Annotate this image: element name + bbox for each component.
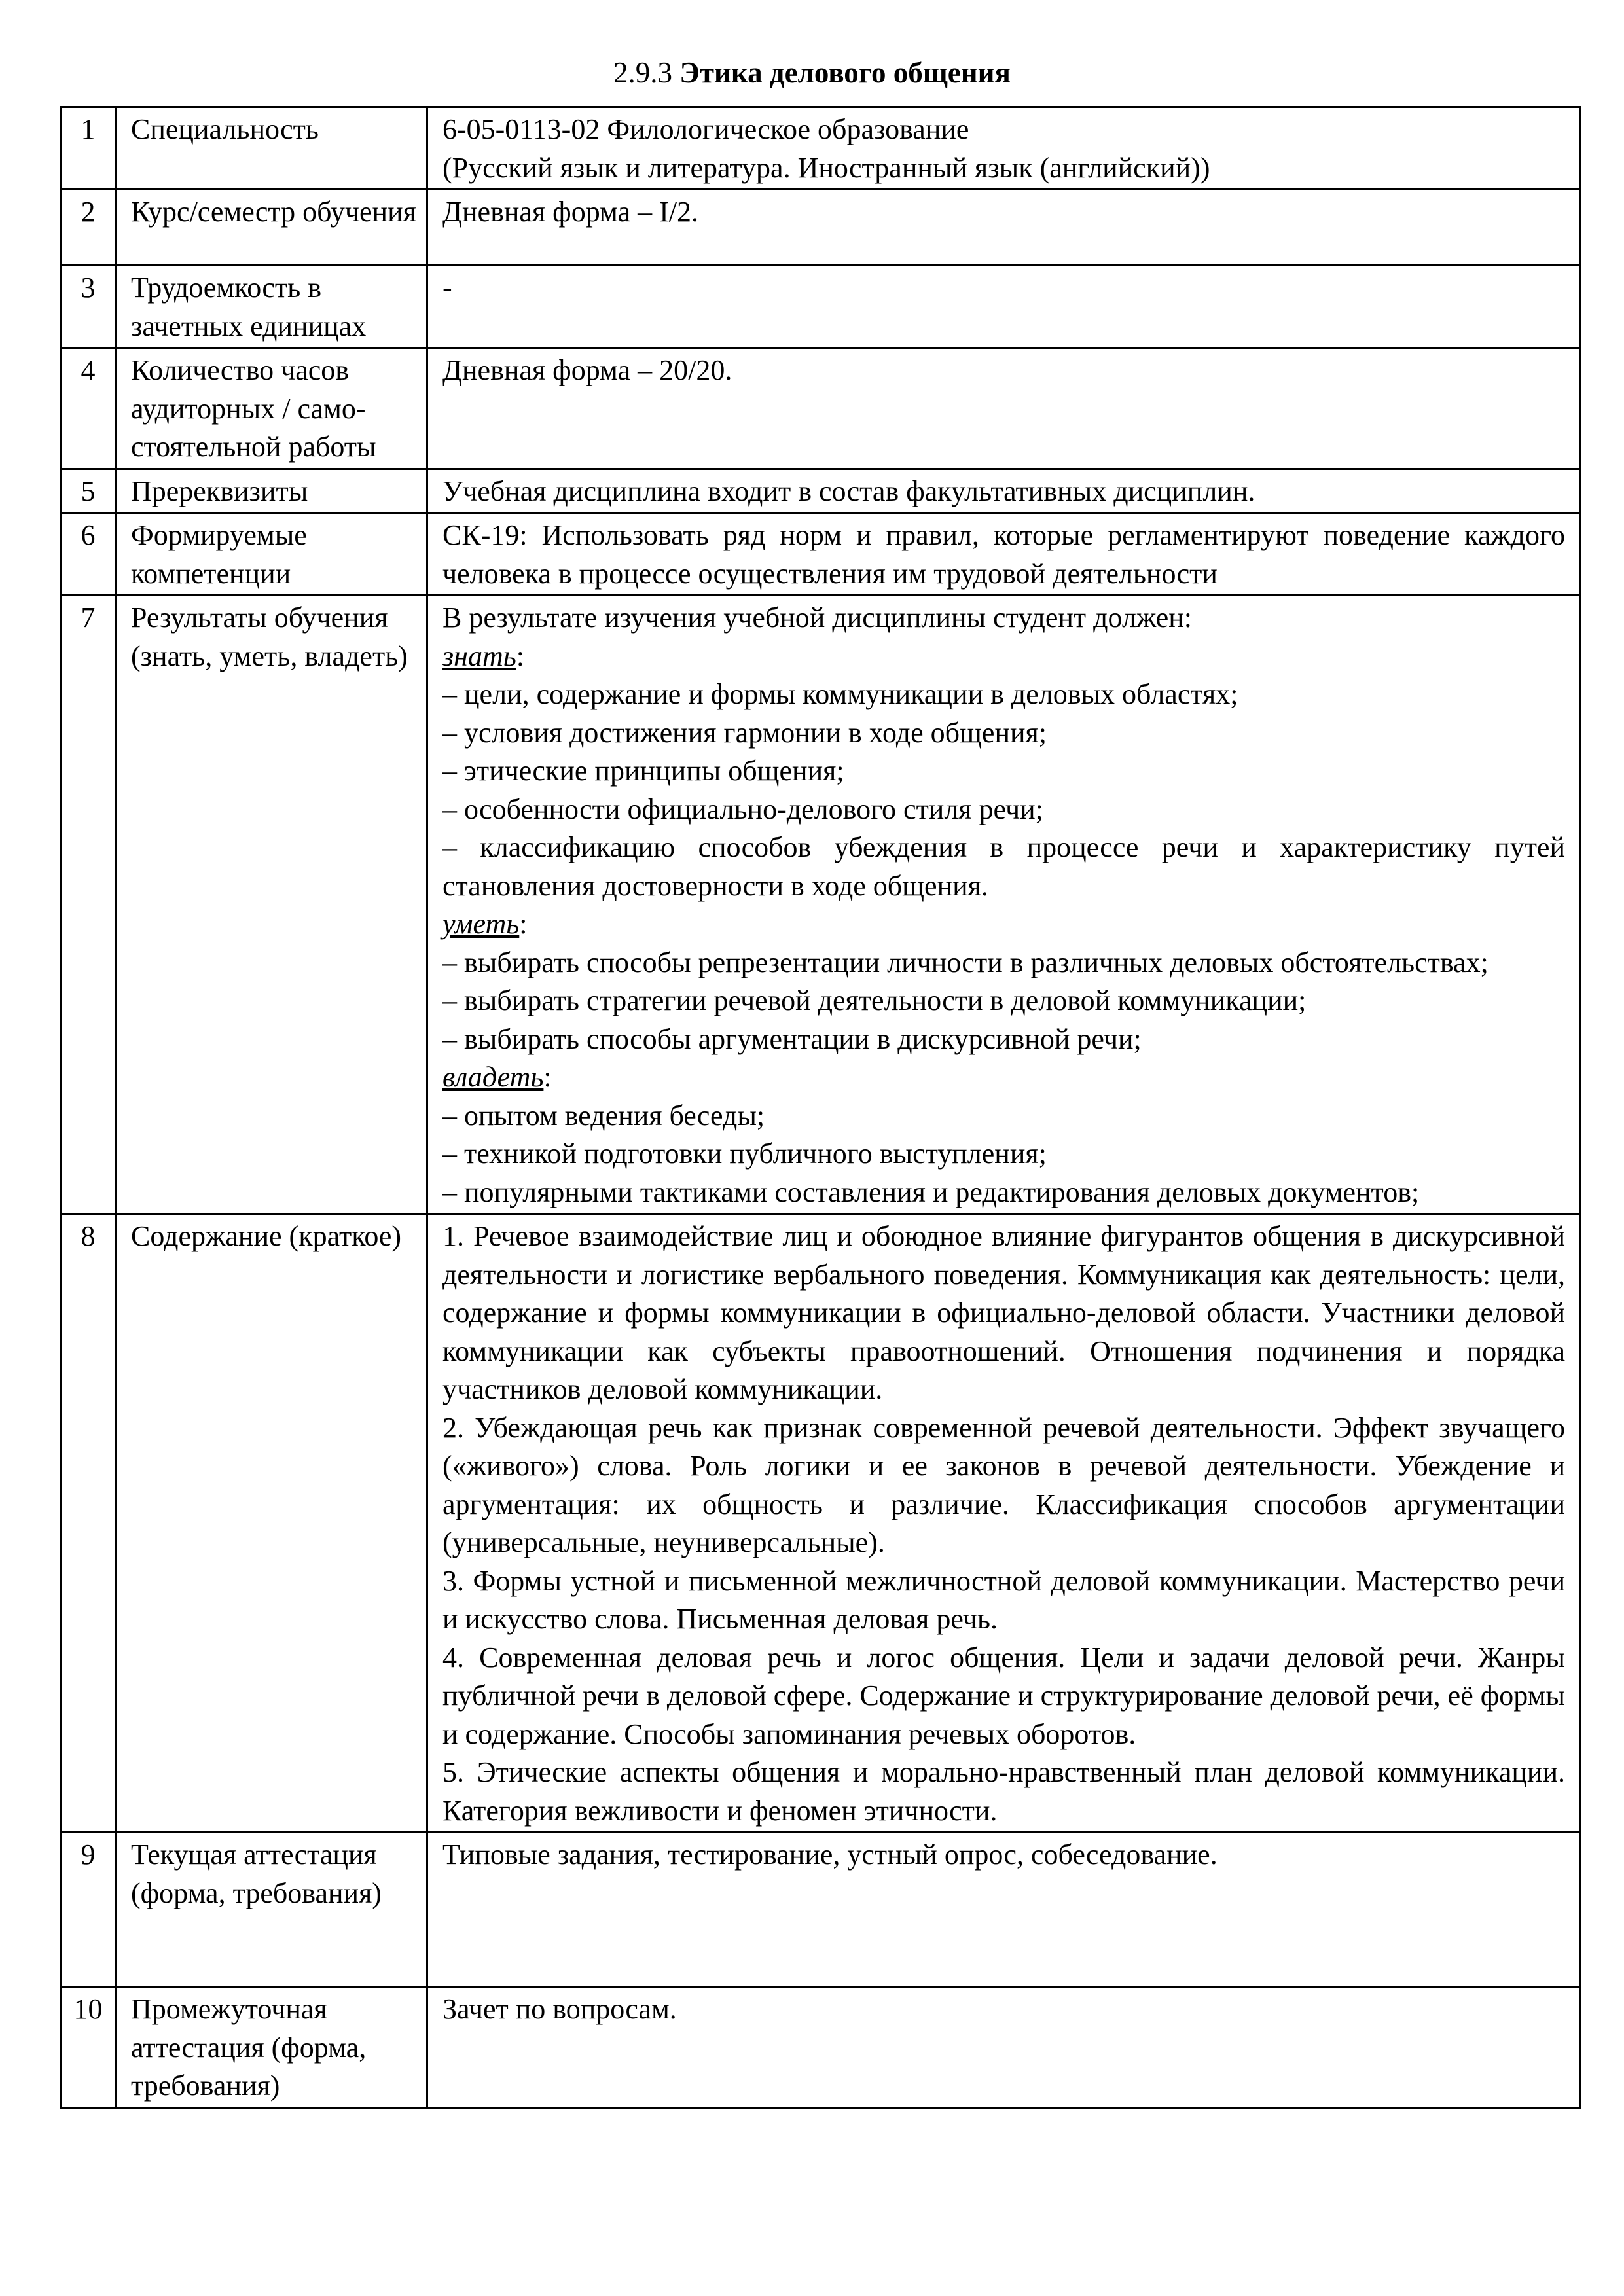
table-row	[61, 1833, 1581, 1987]
can-heading: уметь:	[442, 908, 528, 940]
list-item: – выбирать способы аргументации в дискурсивной речи;	[442, 1022, 1142, 1055]
row-label: Текущая аттестация (форма, требования)	[116, 1833, 427, 1987]
row-number: 4	[61, 348, 116, 469]
list-item: – техникой подготовки публичного выступления;	[442, 1138, 1047, 1170]
table-row	[61, 469, 1581, 513]
list-item: – выбирать способы репрезентации личности в различных деловых обстоятельствах;	[442, 946, 1489, 978]
list-item: – популярными тактиками составления и редактирования деловых документов;	[442, 1175, 1420, 1208]
competence-text: СК-19: Использовать ряд норм и правил, которые регламентируют поведение каждого человека в процессе осуществления им трудовой деятельности	[442, 519, 1565, 590]
content-item: 3. Формы устной и письменной межличностной деловой коммуникации. Мастерство речи и искусство слова. Письменная деловая речь.	[442, 1564, 1565, 1635]
row-number: 9	[61, 1833, 116, 1987]
own-heading: владеть:	[442, 1061, 552, 1093]
row-number: 6	[61, 513, 116, 596]
page-title	[0, 52, 1624, 93]
course-content	[427, 1214, 1581, 1833]
row-number: 7	[61, 596, 116, 1214]
content-item: 2. Убеждающая речь как признак современной речевой деятельности. Эффект звучащего («живого») слова. Роль логики и ее законов в речевой деятельности. Убеждение и аргументация: их общность и различие. Классификация способов аргументации (универсальные, неуниверсальные).	[442, 1411, 1565, 1558]
own-label: владеть	[442, 1061, 544, 1093]
row-label: Количество часов аудиторных / само-стоятельной работы	[116, 348, 427, 469]
row-value: Дневная форма – I/2.	[427, 190, 1581, 266]
table-row	[61, 107, 1581, 190]
value-line: (Русский язык и литература. Иностранный язык (английский))	[442, 151, 1210, 184]
content-item: 5. Этические аспекты общения и морально-нравственный план деловой коммуникации. Категория вежливости и феномен этичности.	[442, 1756, 1565, 1827]
can-label: уметь	[442, 908, 520, 940]
list-item: – этические принципы общения;	[442, 755, 844, 787]
list-item: – классификацию способов убеждения в процессе речи и характеристику путей становления достоверности в ходе общения.	[442, 831, 1565, 902]
row-number: 5	[61, 469, 116, 513]
row-label: Содержание (краткое)	[116, 1214, 427, 1833]
row-value	[427, 513, 1581, 596]
row-number: 8	[61, 1214, 116, 1833]
row-label: Формируемые компетенции	[116, 513, 427, 596]
list-item: – цели, содержание и формы коммуникации в деловых областях;	[442, 678, 1238, 710]
table-row	[61, 1214, 1581, 1833]
row-label: Курс/семестр обучения	[116, 190, 427, 266]
row-value	[427, 107, 1581, 190]
learning-outcomes	[427, 596, 1581, 1214]
know-label: знать	[442, 639, 516, 672]
section-number: 2.9.3	[613, 56, 673, 89]
row-number: 3	[61, 266, 116, 348]
row-value: Учебная дисциплина входит в состав факультативных дисциплин.	[427, 469, 1581, 513]
section-title: Этика делового общения	[679, 56, 1011, 89]
list-item: – условия достижения гармонии в ходе общения;	[442, 716, 1047, 749]
row-number: 10	[61, 1987, 116, 2108]
list-item: – особенности официально-делового стиля речи;	[442, 793, 1043, 825]
table-row	[61, 596, 1581, 1214]
row-value: -	[427, 266, 1581, 348]
know-heading: знать:	[442, 639, 525, 672]
row-label: Трудоемкость в зачетных единицах	[116, 266, 427, 348]
table-row	[61, 1987, 1581, 2108]
table-row	[61, 513, 1581, 596]
list-item: – опытом ведения беседы;	[442, 1099, 765, 1132]
row-label: Специальность	[116, 107, 427, 190]
outcomes-intro: В результате изучения учебной дисциплины студент должен:	[442, 601, 1193, 634]
row-value: Типовые задания, тестирование, устный опрос, собеседование.	[427, 1833, 1581, 1987]
list-item: – выбирать стратегии речевой деятельности в деловой коммуникации;	[442, 984, 1307, 1016]
row-label: Промежуточная аттестация (форма, требования)	[116, 1987, 427, 2108]
row-value: Зачет по вопросам.	[427, 1987, 1581, 2108]
value-line: 6-05-0113-02 Филологическое образование	[442, 113, 969, 145]
content-item: 1. Речевое взаимодействие лиц и обоюдное влияние фигурантов общения в дискурсивной деятельности и логистике вербального поведения. Коммуникация как деятельность: цели, содержание и формы коммуникации в официально-деловой области. Участники деловой коммуникации как субъекты правоотношений. Отношения подчинения и порядка участников деловой коммуникации.	[442, 1220, 1565, 1405]
row-number: 1	[61, 107, 116, 190]
row-label: Результаты обучения (знать, уметь, владеть)	[116, 596, 427, 1214]
course-info-table	[60, 106, 1581, 2109]
table-row	[61, 190, 1581, 266]
table-row	[61, 266, 1581, 348]
row-number: 2	[61, 190, 116, 266]
row-label: Пререквизиты	[116, 469, 427, 513]
row-value: Дневная форма – 20/20.	[427, 348, 1581, 469]
content-item: 4. Современная деловая речь и логос общения. Цели и задачи деловой речи. Жанры публичной речи в деловой сфере. Содержание и структурирование деловой речи, её формы и содержание. Способы запоминания речевых оборотов.	[442, 1641, 1565, 1750]
table-row	[61, 348, 1581, 469]
